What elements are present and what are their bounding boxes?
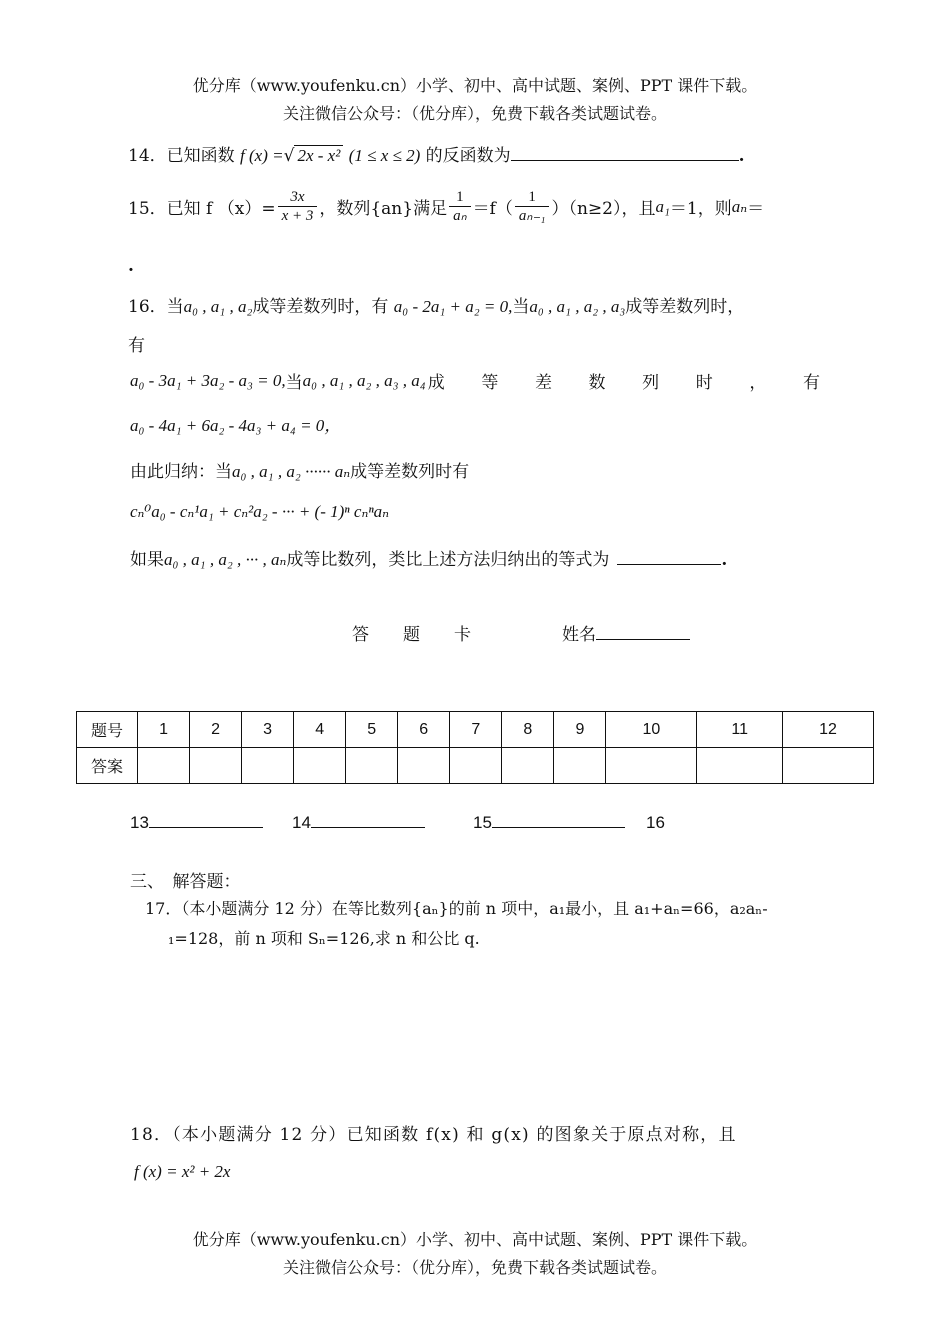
- q15-end: ＝: [747, 199, 765, 219]
- question-number-cell: 5: [346, 712, 398, 748]
- fill-input-14[interactable]: [311, 813, 425, 828]
- q15-mid4: ＝1，则: [669, 199, 732, 219]
- question-15: [128, 188, 764, 225]
- answer-cell[interactable]: [697, 748, 783, 784]
- q18-formula: f (x) = x² + 2x: [134, 1162, 231, 1181]
- q15-frac2-num: 1: [456, 189, 464, 205]
- q15-an: aₙ: [731, 196, 748, 216]
- q15-frac3-num: 1: [528, 189, 536, 205]
- q16-line1a: 16．当: [128, 297, 184, 317]
- q16-seq3: a₀ , a₁ , a₂ , a₃ , a₄: [302, 370, 426, 390]
- answer-cell[interactable]: [398, 748, 450, 784]
- question-number-cell: 3: [242, 712, 294, 748]
- q16-line1b: 成等差数列时，有: [252, 297, 389, 317]
- page-header-line2: 关注微信公众号：（优分库），免费下载各类试题试卷。: [282, 104, 667, 123]
- q15-prefix: 15．已知 f （x）=: [128, 199, 276, 219]
- question-number-cell: 2: [190, 712, 242, 748]
- fill-blank-16: [646, 813, 665, 833]
- fill-blank-14: [292, 813, 425, 833]
- q16-tail-char: 有: [802, 373, 820, 393]
- q16-tail-char: 成: [427, 373, 445, 393]
- fill-label-13: 13: [130, 813, 149, 832]
- q15-mid2: ＝f（: [472, 199, 513, 219]
- q16-line3-when: 当: [285, 373, 303, 393]
- section-3-heading: 三、 解答题：: [130, 872, 241, 892]
- fill-input-15[interactable]: [492, 813, 625, 828]
- q16-seq5: a₀ , a₁ , a₂ , ··· , aₙ: [164, 550, 287, 569]
- q16-line2: 有: [128, 336, 145, 356]
- answer-cell[interactable]: [783, 748, 874, 784]
- q16-eq3: a₀ - 4a₁ + 6a₂ - 4a₃ + a₄ = 0，: [130, 416, 342, 435]
- q17-line1: 17．（本小题满分 12 分）在等比数列{aₙ}的前 n 项中，a₁最小，且 a₁+aₙ=66，a₂aₙ-: [145, 899, 768, 918]
- page-footer-line2: 关注微信公众号：（优分库），免费下载各类试题试卷。: [282, 1258, 667, 1277]
- q14-formula-lhs: f (x) =: [240, 146, 284, 165]
- name-input[interactable]: [596, 625, 690, 640]
- q16-eq2: a₀ - 3a₁ + 3a₂ - a₃ = 0,: [130, 370, 286, 390]
- fill-blank-13: [130, 813, 263, 833]
- q15-frac3-den: aₙ₋₁: [515, 206, 550, 225]
- q14-prefix: 14．已知函数: [128, 146, 235, 166]
- q16-tail-char: 列: [642, 373, 660, 393]
- q16-line5a: 由此归纳：当: [130, 462, 232, 482]
- answer-card-title: 答 题 卡: [352, 625, 471, 645]
- fill-label-15: 15: [473, 813, 492, 832]
- q16-line5b: 成等差数列时有: [350, 462, 470, 482]
- table-row-numbers: [77, 712, 874, 748]
- answer-cell[interactable]: [346, 748, 398, 784]
- q16-line3-tail: [428, 368, 820, 393]
- q16-line3: [130, 368, 820, 393]
- q16-tail-char: 时: [695, 373, 713, 393]
- q16-line1c: 当: [512, 297, 530, 317]
- q16-eq1: a₀ - 2a₁ + a₂ = 0,: [393, 297, 513, 316]
- answer-cell[interactable]: [606, 748, 697, 784]
- fill-label-14: 14: [292, 813, 311, 832]
- q14-suffix: 的反函数为: [425, 146, 511, 166]
- question-number-cell: 8: [502, 712, 554, 748]
- question-number-cell: 6: [398, 712, 450, 748]
- answer-cell[interactable]: [294, 748, 346, 784]
- q18-line1: 18．（本小题满分 12 分）已知函数 f(x) 和 g(x) 的图象关于原点对称，且: [130, 1125, 737, 1145]
- q16-line1: [128, 292, 744, 317]
- q16-tail-char: ，: [749, 373, 767, 393]
- question-number-cell: 7: [450, 712, 502, 748]
- fill-label-16: 16: [646, 813, 665, 832]
- q16-seq1: a₀ , a₁ , a₂: [183, 297, 253, 316]
- q15-fraction-1-over-an-1: [515, 188, 550, 225]
- table-row-answers: [77, 748, 874, 784]
- fill-input-13[interactable]: [149, 813, 263, 828]
- row-label-answer: 答案: [77, 748, 138, 784]
- answer-cell[interactable]: [554, 748, 606, 784]
- q16-line1d: 成等差数列时，: [625, 297, 745, 317]
- q16-tail-char: 数: [588, 373, 606, 393]
- question-14: 14．已知函数 f (x) =√ 2x - x² (1 ≤ x ≤ 2) 的反函数为 .: [128, 146, 745, 166]
- answer-cell[interactable]: [450, 748, 502, 784]
- q16-tail-char: 等: [481, 373, 499, 393]
- question-number-cell: 4: [294, 712, 346, 748]
- name-label: 姓名: [562, 625, 596, 645]
- answer-table: [76, 711, 874, 784]
- row-label-number: 题号: [77, 712, 138, 748]
- q17-line2: ₁=128，前 n 项和 Sₙ=126,求 n 和公比 q.: [168, 929, 480, 948]
- page-footer-line1: 优分库（www.youfenku.cn）小学、初中、高中试题、案例、PPT 课件下载。: [192, 1230, 758, 1249]
- q15-fraction-f: [278, 188, 318, 225]
- q16-line7b: 成等比数列，类比上述方法归纳出的等式为: [286, 550, 610, 570]
- page-header-line1: 优分库（www.youfenku.cn）小学、初中、高中试题、案例、PPT 课件下载。: [192, 76, 758, 95]
- q16-line7: 如果a₀ , a₁ , a₂ , ··· , aₙ成等比数列，类比上述方法归纳出的等式为 .: [130, 550, 728, 570]
- answer-cell[interactable]: [242, 748, 294, 784]
- q16-seq2: a₀ , a₁ , a₂ , a₃: [529, 297, 626, 316]
- q15-frac-den: x + 3: [278, 206, 318, 225]
- q16-line5: [130, 457, 469, 482]
- question-number-cell: 9: [554, 712, 606, 748]
- q14-sqrt-body: 2x - x²: [294, 145, 343, 165]
- q14-answer-blank[interactable]: [511, 146, 739, 161]
- answer-cell[interactable]: [138, 748, 190, 784]
- q14-domain: (1 ≤ x ≤ 2): [348, 146, 421, 165]
- q15-fraction-1-over-an: [449, 188, 470, 225]
- q15-a1: a₁: [655, 196, 670, 216]
- q16-tail-char: 差: [534, 373, 552, 393]
- name-field: [562, 620, 690, 645]
- q15-mid1: ，数列{an}满足: [319, 199, 448, 219]
- q15-mid3: ）（n≥2），且: [551, 199, 656, 219]
- q15-frac2-den: aₙ: [449, 206, 470, 225]
- question-number-cell: 1: [138, 712, 190, 748]
- q15-answer-dot: .: [128, 256, 134, 276]
- q16-binomial-eq: cₙ⁰a₀ - cₙ¹a₁ + cₙ²a₂ - ··· + (- 1)ⁿ cₙⁿaₙ: [130, 502, 390, 521]
- answer-cell[interactable]: [190, 748, 242, 784]
- question-number-cell: 10: [606, 712, 697, 748]
- q16-line7a: 如果: [130, 550, 164, 570]
- fill-blank-15: [473, 813, 625, 833]
- q15-frac-num: 3x: [290, 189, 305, 205]
- question-number-cell: 11: [697, 712, 783, 748]
- q16-seq4: a₀ , a₁ , a₂ ······ aₙ: [232, 462, 351, 481]
- question-number-cell: 12: [783, 712, 874, 748]
- q16-answer-blank[interactable]: [617, 550, 721, 565]
- answer-cell[interactable]: [502, 748, 554, 784]
